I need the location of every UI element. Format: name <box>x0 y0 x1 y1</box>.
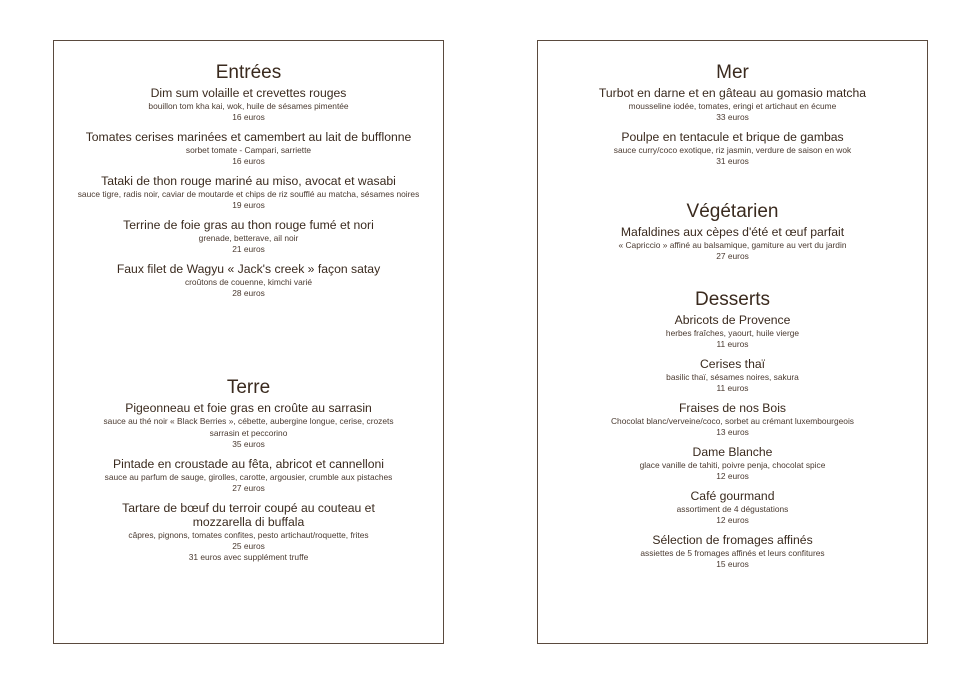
dish-name: Dim sum volaille et crevettes rouges <box>150 86 347 100</box>
menu-item <box>538 357 927 394</box>
dish-description: basilic thaï, sésames noires, sakura <box>666 372 799 382</box>
menu-item <box>538 130 927 167</box>
dish-price: 16 euros <box>232 112 265 122</box>
dish-price: 15 euros <box>716 559 749 569</box>
dish-name: Turbot en darne et en gâteau au gomasio matcha <box>598 86 867 100</box>
section-title-vegetarien: Végétarien <box>686 201 779 222</box>
dish-description: herbes fraîches, yaourt, huile vierge <box>665 328 800 338</box>
dish-name: Tomates cerises marinées et camembert au lait de bufflonne <box>85 130 412 144</box>
dish-price: 21 euros <box>232 244 265 254</box>
dish-name: Terrine de foie gras au thon rouge fumé et nori <box>123 218 374 232</box>
dish-price: 25 euros <box>232 541 265 551</box>
dish-description: sauce au thé noir « Black Berries », cébette, aubergine longue, cerise, crozets sarrasin et peccorino <box>103 416 394 438</box>
section-terre <box>54 377 443 570</box>
section-title-entrees: Entrées <box>215 62 282 83</box>
dish-name: Tataki de thon rouge mariné au miso, avocat et wasabi <box>101 174 396 188</box>
dish-name: Fraises de nos Bois <box>678 401 787 415</box>
dish-price: 33 euros <box>716 112 749 122</box>
section-title-desserts: Desserts <box>695 289 770 310</box>
dish-name: Abricots de Provence <box>674 313 791 327</box>
section-title-terre: Terre <box>226 377 271 398</box>
section-entrees <box>54 62 443 306</box>
menu-item <box>54 86 443 123</box>
dish-name: Poulpe en tentacule et brique de gambas <box>621 130 844 144</box>
dish-description: sorbet tomate - Campari, sarriette <box>185 145 312 155</box>
dish-description: sauce au parfum de sauge, girolles, carotte, argousier, crumble aux pistaches <box>104 472 393 482</box>
menu-item <box>538 86 927 123</box>
section-vegetarien <box>538 201 927 269</box>
dish-price: 12 euros <box>716 471 749 481</box>
dish-name: Pintade en croustade au fêta, abricot et cannelloni <box>112 457 385 471</box>
dish-description: « Capriccio » affiné au balsamique, gamiture au vert du jardin <box>618 240 847 250</box>
menu-item <box>54 262 443 299</box>
dish-description: mousseline iodée, tomates, eringi et artichaut en écume <box>628 101 837 111</box>
menu-item <box>538 225 927 262</box>
dish-name: Sélection de fromages affinés <box>652 533 813 547</box>
menu-item <box>54 130 443 167</box>
menu-page-right <box>537 40 928 644</box>
menu-item <box>538 489 927 526</box>
dish-price: 28 euros <box>232 288 265 298</box>
section-mer <box>538 62 927 174</box>
menu-item <box>54 501 443 563</box>
dish-description: sauce curry/coco exotique, riz jasmin, verdure de saison en wok <box>613 145 852 155</box>
section-desserts <box>538 289 927 577</box>
menu-item <box>54 457 443 494</box>
dish-price: 11 euros <box>716 339 749 349</box>
dish-price: 19 euros <box>232 200 265 210</box>
dish-price: 12 euros <box>716 515 749 525</box>
dish-description: câpres, pignons, tomates confites, pesto artichaut/roquette, frites <box>128 530 369 540</box>
dish-description: croûtons de couenne, kimchi varié <box>184 277 313 287</box>
menu-item <box>538 401 927 438</box>
dish-name: Mafaldines aux cèpes d'été et œuf parfait <box>620 225 845 239</box>
dish-price: 27 euros <box>232 483 265 493</box>
dish-name: Pigeonneau et foie gras en croûte au sarrasin <box>125 401 372 415</box>
dish-price: 13 euros <box>716 427 749 437</box>
dish-description: assiettes de 5 fromages affinés et leurs confitures <box>640 548 825 558</box>
menu-item <box>54 218 443 255</box>
dish-name: Café gourmand <box>690 489 775 503</box>
dish-description: sauce tigre, radis noir, caviar de moutarde et chips de riz soufflé au matcha, sésames noires <box>77 189 420 199</box>
menu-item <box>538 445 927 482</box>
dish-price: 31 euros <box>716 156 749 166</box>
dish-name: Faux filet de Wagyu « Jack's creek » façon satay <box>116 262 381 276</box>
dish-price: 16 euros <box>232 156 265 166</box>
dish-description: grenade, betterave, ail noir <box>198 233 299 243</box>
dish-name: Dame Blanche <box>692 445 773 459</box>
menu-item <box>54 401 443 450</box>
menu-page-left <box>53 40 444 644</box>
dish-description: glace vanille de tahiti, poivre penja, chocolat spice <box>639 460 826 470</box>
dish-description: assortiment de 4 dégustations <box>676 504 789 514</box>
menu-item <box>538 313 927 350</box>
section-title-mer: Mer <box>716 62 749 83</box>
menu-item <box>54 174 443 211</box>
dish-description: Chocolat blanc/verveine/coco, sorbet au crémant luxembourgeois <box>610 416 854 426</box>
dish-price-extra: 31 euros avec supplément truffe <box>188 552 309 562</box>
dish-price: 11 euros <box>716 383 749 393</box>
dish-price: 35 euros <box>232 439 265 449</box>
dish-price: 27 euros <box>716 251 749 261</box>
dish-name: Cerises thaï <box>699 357 766 371</box>
dish-description: bouillon tom kha kai, wok, huile de sésames pimentée <box>148 101 349 111</box>
dish-name: Tartare de bœuf du terroir coupé au couteau et mozzarella di buffala <box>122 501 375 529</box>
menu-item <box>538 533 927 570</box>
